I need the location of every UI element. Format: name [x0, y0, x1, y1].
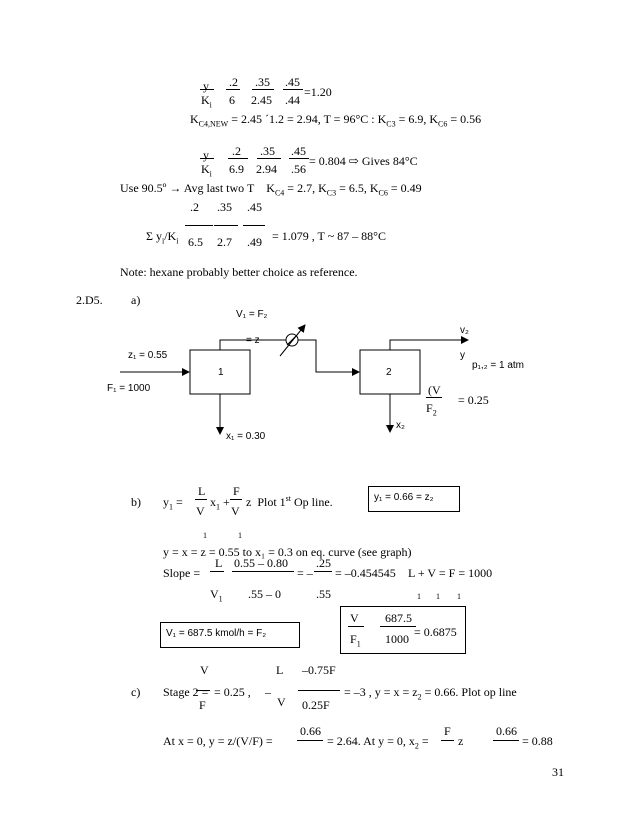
- eq3-result: = 1.079 , T ~ 87 – 88°C: [272, 229, 386, 243]
- box2-val: = 0.6875: [414, 625, 457, 639]
- slope-den: .55 – 0: [248, 587, 281, 601]
- eq2-num-45: .45: [291, 144, 306, 158]
- b-V: V: [196, 504, 205, 518]
- z1-label: z₁ = 0.55: [128, 350, 168, 361]
- x2-label: x₂: [396, 420, 405, 431]
- stage1-label: 1: [218, 367, 224, 378]
- eq-z-label: = z: [246, 335, 260, 346]
- eq2-den-294: 2.94: [256, 162, 277, 176]
- v1-result-text: V₁ = 687.5 kmol/h = F₂: [166, 628, 267, 639]
- slope-val: = –0.454545: [335, 566, 396, 580]
- c-F2: F: [444, 724, 451, 738]
- c-at1: At x = 0, y = z/(V/F) =: [163, 734, 273, 748]
- box2-V: V: [350, 611, 359, 625]
- c-den: 0.25F: [302, 698, 330, 712]
- c-r2: = 0.88: [522, 734, 553, 748]
- stage2-label: 2: [386, 367, 392, 378]
- eq2-den-69: 6.9: [229, 162, 244, 176]
- eq2-den-56: .56: [291, 162, 306, 176]
- vf-f: $F_2$: [426, 401, 437, 418]
- b-sub2: 1: [238, 531, 242, 540]
- eq1-den-44: .44: [285, 93, 300, 107]
- eq1-num-2: .2: [229, 75, 238, 89]
- slope-eq: = –: [297, 566, 313, 580]
- part-b-label: b): [131, 495, 141, 509]
- v2-arrow: [390, 340, 468, 350]
- b-z-plot: z Plot 1st Op line.: [246, 494, 333, 509]
- eq3-den-49: .49: [247, 235, 262, 249]
- c-V: V: [200, 663, 209, 677]
- c-val1: = 0.25 ,: [214, 685, 251, 699]
- c-val2: = –3 , $y = x = z_2 = 0.66$. Plot op line: [344, 685, 517, 702]
- lvf-sub-l: 1: [417, 592, 421, 601]
- b-F: F: [233, 484, 240, 498]
- y1-z2-text: y₁ = 0.66 = z₂: [374, 492, 434, 503]
- c-num: –0.75F: [302, 663, 336, 677]
- eq1-num-35: .35: [255, 75, 270, 89]
- slope-V: $V_1$: [210, 587, 223, 604]
- lvf-line: L + V = F = 1000: [408, 566, 493, 580]
- c-L: L: [276, 663, 284, 677]
- note-line: Note: hexane probably better choice as reference.: [120, 265, 358, 279]
- part-a-label: a): [131, 293, 141, 307]
- eq1-den-6: 6: [229, 93, 235, 107]
- page-number: 31: [552, 765, 564, 779]
- eq2-num-35: .35: [260, 144, 275, 158]
- vf-v: (V: [428, 383, 441, 397]
- eq3-lhs: Σ $y_i/K_i$: [146, 229, 179, 246]
- slope-num2: .25: [316, 556, 331, 570]
- eq3-num-35: .35: [217, 200, 232, 214]
- b-line2: y = x = z = 0.55 to x₁ = 0.3 on eq. curve (see graph): [163, 545, 412, 559]
- c-minus: –: [265, 685, 271, 699]
- eq3-den-65: 6.5: [188, 235, 203, 249]
- v2-label: v₂: [460, 325, 469, 336]
- x1-label: x₁ = 0.30: [226, 431, 266, 442]
- c-stage: Stage 2 =: [163, 685, 209, 699]
- c-n1: 0.66: [300, 724, 321, 738]
- y-label: y: [460, 350, 465, 361]
- use-avg-line: Use 90.5º → Avg last two T $K_{C4} = 2.7$, $K_{C3} = 6.5$, $K_{C6} = 0.49$: [120, 181, 422, 198]
- eq1-den-k: $K_i$: [201, 93, 212, 110]
- eq1-den-245: 2.45: [251, 93, 272, 107]
- f1-label: F₁ = 1000: [107, 383, 151, 394]
- eq3-num-2: .2: [190, 200, 199, 214]
- slope-num: 0.55 – 0.80: [234, 556, 288, 570]
- eq2-den-k: $K_i$: [201, 162, 212, 179]
- slope-den2: .55: [316, 587, 331, 601]
- eq2-num-2: .2: [232, 144, 241, 158]
- b-L: L: [198, 484, 206, 498]
- v1-f2-label: V₁ = F₂: [236, 309, 268, 320]
- slope-L: L: [215, 556, 223, 570]
- c-r1: = 2.64. At y = 0, $x_2$ =: [327, 734, 429, 751]
- eq2-result: = 0.804 ⇨ Gives 84°C: [309, 154, 418, 168]
- slope-label: Slope =: [163, 566, 201, 580]
- c-F: F: [199, 698, 206, 712]
- c-n2: 0.66: [496, 724, 517, 738]
- part-c-label: c): [131, 685, 141, 699]
- b-y1: $y_1$ =: [163, 495, 183, 512]
- c-V2: V: [277, 695, 286, 709]
- box2-F: $F_1$: [350, 632, 361, 649]
- eq3-den-27: 2.7: [217, 235, 232, 249]
- b-V2: V: [231, 504, 240, 518]
- lvf-sub-v: 1: [436, 592, 440, 601]
- p12-label: p₁,₂ = 1 atm: [472, 360, 525, 371]
- eq2-num-y: y: [203, 148, 209, 162]
- problem-id: 2.D5.: [76, 293, 103, 307]
- eq1-num-y: y: [203, 79, 209, 93]
- box2-num: 687.5: [385, 611, 412, 625]
- c-z: z: [458, 734, 464, 748]
- eq3-num-45: .45: [247, 200, 262, 214]
- b-sub1: 1: [203, 531, 207, 540]
- eq1-result: =1.20: [304, 85, 332, 99]
- lvf-sub-f: 1: [457, 592, 461, 601]
- eq1-num-45: .45: [285, 75, 300, 89]
- box2-den: 1000: [385, 632, 409, 646]
- kc4-new-line: $K_{C4,NEW} = 2.45$ ´1.2 = 2.94, T = 96°C : $K_{C3} = 6.9$, $K_{C6} = 0.56$: [190, 112, 482, 129]
- vf-val: = 0.25: [458, 393, 489, 407]
- b-x1: $x_1$ +: [210, 495, 230, 512]
